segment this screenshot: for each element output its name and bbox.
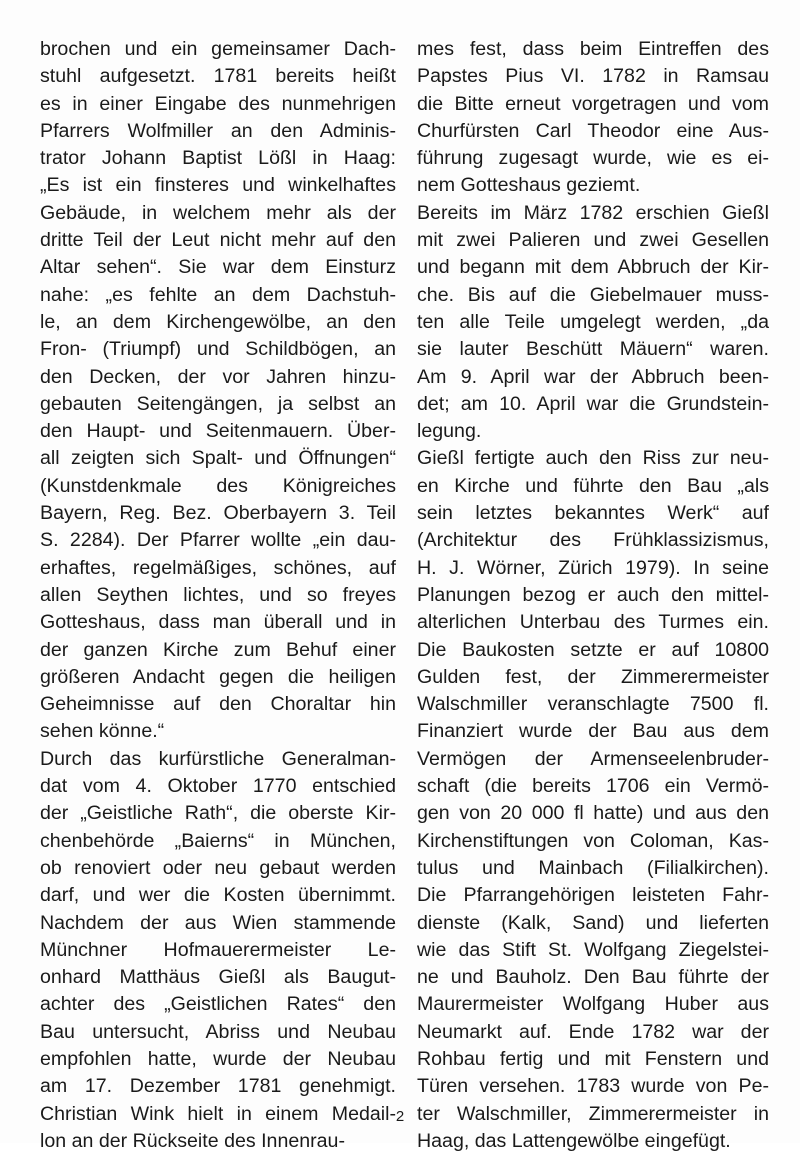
text-line: lon an der Rückseite des Innenrau- — [40, 1129, 345, 1152]
text-line: mes fest, dass beim Eintreffen des — [417, 38, 769, 60]
text-line: S. 2284). Der Pfarrer wollte „ein dau- — [40, 529, 396, 552]
text-line: Die Baukosten setzte er auf 10800 — [417, 638, 769, 661]
text-line: sehen könne.“ — [40, 720, 165, 743]
text-line: darf, und wer die Kosten übernimmt. — [40, 884, 396, 907]
text-line: Vermögen der Armenseelenbruder- — [417, 747, 769, 770]
text-line: Nachdem der aus Wien stammende — [40, 911, 396, 934]
text-line: brochen und ein gemeinsamer Dach- — [40, 38, 396, 60]
text-line: H. J. Wörner, Zürich 1979). In seine — [417, 556, 769, 579]
text-line: Churfürsten Carl Theodor eine Aus- — [417, 119, 769, 142]
text-line: all zeigten sich Spalt- und Öffnungen“ — [40, 447, 396, 470]
left-text-column — [40, 36, 396, 1155]
text-line: der ganzen Kirche zum Behuf einer — [40, 638, 396, 661]
text-line: ten alle Teile umgelegt werden, „da — [417, 310, 769, 333]
text-line: Altar sehen“. Sie war dem Einsturz — [40, 256, 396, 279]
text-line: Christian Wink hielt in einem Medail- — [40, 1102, 396, 1125]
right-text-column — [417, 36, 769, 1155]
text-line: legung. — [417, 420, 482, 443]
text-line: der „Geistliche Rath“, die oberste Kir- — [40, 802, 396, 825]
text-line: Die Pfarrangehörigen leisteten Fahr- — [417, 884, 769, 907]
page-number: 2 — [395, 1108, 405, 1125]
text-line: nem Gotteshaus geziemt. — [417, 174, 641, 197]
text-line: Kirchenstiftungen von Coloman, Kas- — [417, 829, 769, 852]
text-line: Bereits im März 1782 erschien Gießl — [417, 201, 769, 224]
text-line: Am 9. April war der Abbruch been- — [417, 365, 769, 388]
text-line: Neumarkt auf. Ende 1782 war der — [417, 1020, 769, 1043]
text-line: stuhl aufgesetzt. 1781 bereits heißt — [40, 65, 396, 88]
text-line: am 17. Dezember 1781 genehmigt. — [40, 1075, 396, 1098]
text-line: Durch das kurfürstliche Generalman- — [40, 747, 396, 770]
text-line: ne und Bauholz. Den Bau führte der — [417, 966, 769, 989]
text-line: che. Bis auf die Giebelmauer muss- — [417, 283, 769, 306]
text-line: Türen versehen. 1783 wurde von Pe- — [417, 1075, 769, 1098]
text-line: en Kirche und führte den Bau „als — [417, 474, 769, 497]
text-line: schaft (die bereits 1706 ein Vermö- — [417, 775, 769, 798]
text-line: onhard Matthäus Gießl als Baugut- — [40, 966, 396, 989]
text-line: chenbehörde „Baierns“ in München, — [40, 829, 396, 852]
text-line: und begann mit dem Abbruch der Kir- — [417, 256, 769, 279]
text-line: Rohbau fertig und mit Fenstern und — [417, 1047, 769, 1070]
text-line: ob renoviert oder neu gebaut werden — [40, 856, 396, 879]
text-line: Bau untersucht, Abriss und Neubau — [40, 1020, 396, 1043]
text-line: dienste (Kalk, Sand) und lieferten — [417, 911, 769, 934]
text-line: dritte Teil der Leut nicht mehr auf den — [40, 229, 396, 252]
text-line: die Bitte erneut vorgetragen und vom — [417, 92, 769, 115]
text-line: „Es ist ein finsteres und winkelhaftes — [40, 174, 396, 197]
text-line: erhaftes, regelmäßiges, schönes, auf — [40, 556, 396, 579]
text-line: den Haupt- und Seitenmauern. Über- — [40, 420, 396, 443]
text-line: Geheimnisse auf den Choraltar hin — [40, 693, 396, 716]
text-line: alterlichen Unterbau des Turmes ein. — [417, 611, 769, 634]
text-line: den Decken, der vor Jahren hinzu- — [40, 365, 396, 388]
text-line: nahe: „es fehlte an dem Dachstuh- — [40, 283, 396, 306]
text-line: empfohlen hatte, wurde der Neubau — [40, 1047, 396, 1070]
text-line: (Kunstdenkmale des Königreiches — [40, 474, 396, 497]
text-line: le, an dem Kirchengewölbe, an den — [40, 310, 396, 333]
text-line: mit zwei Palieren und zwei Gesellen — [417, 229, 769, 252]
text-line: trator Johann Baptist Lößl in Haag: — [40, 147, 396, 170]
text-line: det; am 10. April war die Grundstein- — [417, 392, 769, 415]
text-line: Walschmiller veranschlagte 7500 fl. — [417, 693, 769, 716]
text-line: Planungen bezog er auch den mittel- — [417, 583, 769, 606]
text-line: Bayern, Reg. Bez. Oberbayern 3. Teil — [40, 502, 396, 525]
text-line: größeren Andacht gegen die heiligen — [40, 665, 396, 688]
text-line: gen von 20 000 fl hatte) und aus den — [417, 802, 769, 825]
text-line: dat vom 4. Oktober 1770 entschied — [40, 775, 396, 798]
text-line: Gotteshaus, dass man überall und in — [40, 611, 396, 634]
text-line: gebauten Seitengängen, ja selbst an — [40, 392, 396, 415]
text-line: sie lauter Beschütt Mäuern“ waren. — [417, 338, 769, 361]
text-line: es in einer Eingabe des nunmehrigen — [40, 92, 396, 115]
text-line: Pfarrers Wolfmiller an den Adminis- — [40, 119, 396, 142]
text-line: Finanziert wurde der Bau aus dem — [417, 720, 769, 743]
text-line: tulus und Mainbach (Filialkirchen). — [417, 856, 769, 879]
text-line: Gulden fest, der Zimmerermeister — [417, 665, 769, 688]
text-line: Münchner Hofmauerermeister Le- — [40, 938, 396, 961]
text-line: Papstes Pius VI. 1782 in Ramsau — [417, 65, 769, 88]
text-line: allen Seythen lichtes, und so freyes — [40, 583, 396, 606]
text-line: (Architektur des Frühklassizismus, — [417, 529, 769, 552]
text-line: führung zugesagt wurde, wie es ei- — [417, 147, 769, 170]
text-line: Maurermeister Wolfgang Huber aus — [417, 993, 769, 1016]
text-line: Fron- (Triumpf) und Schildbögen, an — [40, 338, 396, 361]
text-line: Gebäude, in welchem mehr als der — [40, 201, 396, 224]
text-line: ter Walschmiller, Zimmerermeister in — [417, 1102, 769, 1125]
text-line: wie das Stift St. Wolfgang Ziegelstei- — [417, 938, 769, 961]
text-line: Gießl fertigte auch den Riss zur neu- — [417, 447, 769, 470]
text-line: sein letztes bekanntes Werk“ auf — [417, 502, 769, 525]
text-line: achter des „Geistlichen Rates“ den — [40, 993, 396, 1016]
text-line: Haag, das Lattengewölbe eingefügt. — [417, 1129, 731, 1152]
